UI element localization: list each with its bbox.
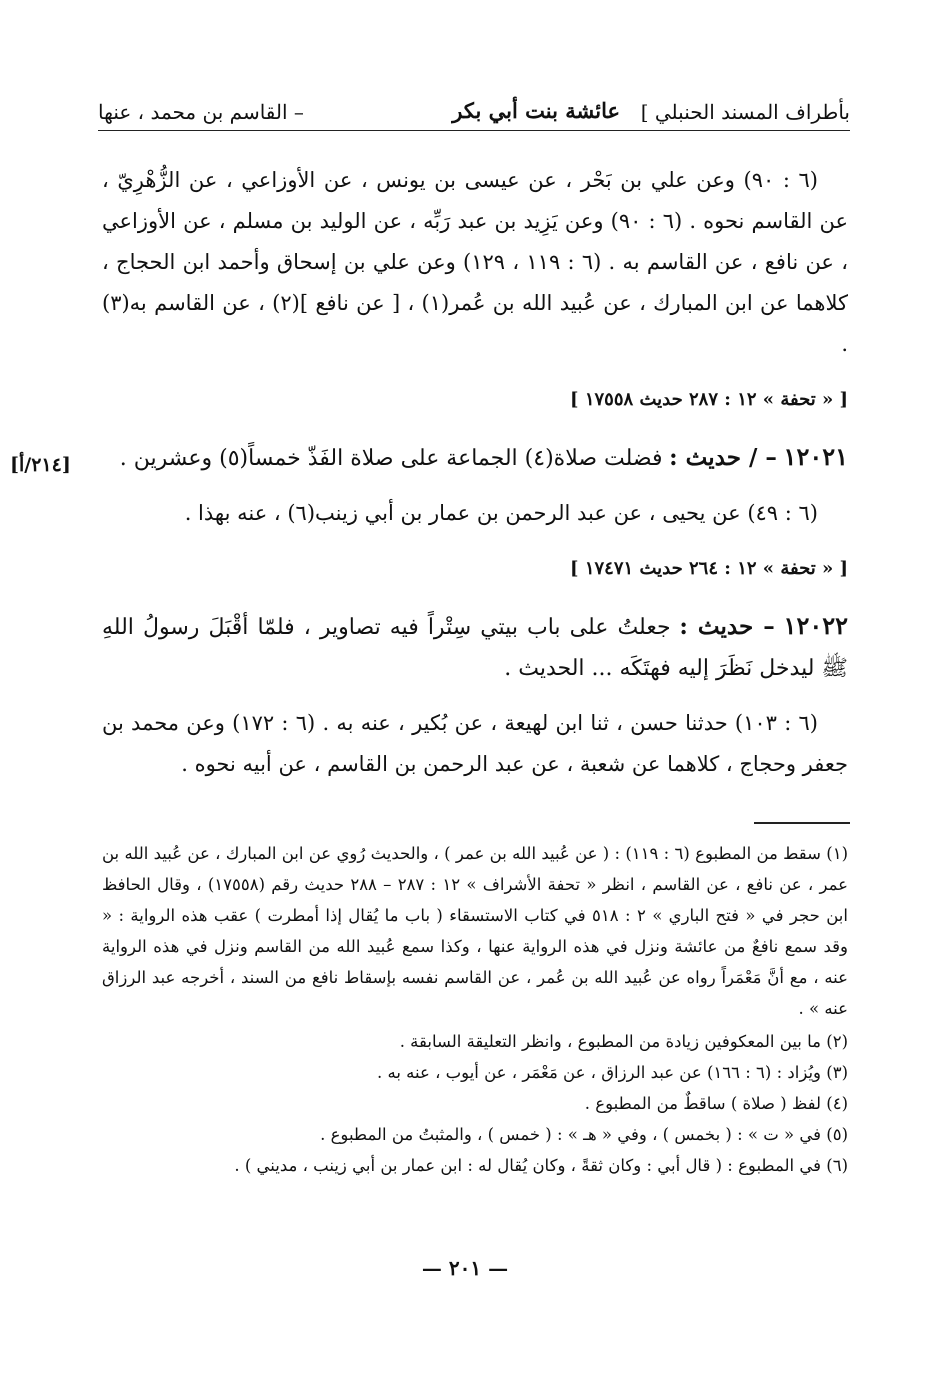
footnotes bbox=[102, 838, 848, 1181]
header-subsection-title: – القاسم بن محمد ، عنها bbox=[98, 100, 304, 124]
hadith-12022 bbox=[102, 605, 848, 689]
manuscript-folio-note: [٢١٤/أ] bbox=[10, 454, 71, 476]
header-section-title: عائشة بنت أبي بكر bbox=[452, 98, 620, 123]
isnad-paragraph-2: (٦ : ٤٩) عن يحيى ، عن عبد الرحمن بن عمار بن أبي زينب(٦) ، عنه بهذا . bbox=[184, 501, 818, 525]
footnote-3: (٣) ويُزاد : (٦ : ١٦٦) عن عبد الرزاق ، عن مَعْمَر ، عن أيوب ، عنه به . bbox=[376, 1063, 848, 1082]
hadith-label: – / حديث : bbox=[669, 444, 777, 471]
tuhfa-reference-1: [ « تحفة » ١٢ : ٢٨٧ حديث ١٧٥٥٨ ] bbox=[570, 389, 848, 410]
page-number: — ٢٠١ — bbox=[421, 1256, 509, 1280]
footnote-5: (٥) في « ت » : ( بخمس ) ، وفي « هـ » : ( خمس ) ، والمثبتُ من المطبوع . bbox=[320, 1125, 848, 1144]
footnote-4: (٤) لفظ ( صلاة ) ساقطٌ من المطبوع . bbox=[584, 1094, 848, 1113]
isnad-paragraph-3: (٦ : ١٠٣) حدثنا حسن ، ثنا ابن لهيعة ، عن بُكير ، عنه به . (٦ : ١٧٢) وعن محمد بن جعفر وحجاج ، كلاهما عن شعبة ، عن عبد الرحمن بن القاسم ، عن أبيه نحوه . bbox=[102, 711, 848, 776]
tuhfa-reference-2: [ « تحفة » ١٢ : ٢٦٤ حديث ١٧٤٧١ ] bbox=[570, 558, 848, 579]
hadith-text: فضلت صلاة(٤) الجماعة على صلاة الفَذّ خمساً(٥) وعشرين . bbox=[119, 446, 663, 471]
footnote-separator bbox=[754, 822, 850, 824]
isnad-paragraph-1: (٦ : ٩٠) وعن علي بن بَحْر ، عن عيسى بن يونس ، عن الأوزاعي ، عن الزُّهْرِيّ ، عن القاسم نحوه . (٦ : ٩٠) وعن يَزِيد بن عبد رَبِّه ، عن الوليد بن مسلم ، عن الأوزاعي ، عن نافع ، عن القاسم به . (٦ : ١١٩ ، ١٢٩) وعن علي بن إسحاق وأحمد ابن الحجاج ، كلاهما عن ابن المبارك ، عن عُبيد الله بن عُمر(١) ، [ عن نافع ](٢) ، عن القاسم به(٣) . bbox=[102, 168, 848, 356]
hadith-number: ١٢٠٢٢ bbox=[783, 611, 848, 640]
hadith-12021 bbox=[102, 436, 848, 479]
header-book-title: بأطراف المسند الحنبلي ] bbox=[640, 100, 850, 124]
footnote-6: (٦) في المطبوع : ( قال أبي : وكان ثقةً ، وكان يُقال له : ابن عمار بن أبي زينب ، مديني ) . bbox=[234, 1156, 848, 1175]
main-text bbox=[102, 160, 848, 799]
hadith-text: جعلتُ على باب بيتي سِتْراً فيه تصاوير ، فلمّا أقْبَلَ رسولُ اللهِ ﷺ ليدخل نَظَرَ إليه فهتَكَه ... الحديث . bbox=[102, 615, 848, 681]
hadith-number: ١٢٠٢١ bbox=[783, 442, 848, 471]
footnote-1: (١) سقط من المطبوع (٦ : ١١٩) : ( عن عُبيد الله بن عمر ) ، والحديث رُوي عن ابن المبارك ، عن عُبيد الله بن عمر ، عن نافع ، عن القاسم ، انظر « تحفة الأشراف » ١٢ : ٢٨٧ – ٢٨٨ حديث رقم (١٧٥٥٨) ، وقال الحافظ ابن حجر في « فتح الباري » ٢ : ٥١٨ في كتاب الاستسقاء ( باب ما يُقال إذا أمطرت ) عقب هذه الرواية : « وقد سمع نافعٌ من عائشة ونزل في هذه الرواية عنها ، وكذا سمع عُبيد الله من القاسم ونزل في هذه الرواية عنه ، مع أنَّ مَعْمَراً رواه عن عُبيد الله بن عُمر ، عن القاسم نفسه بإسقاط نافع من السند ، أخرجه عبد الرزاق عنه » . bbox=[102, 844, 848, 1018]
running-header bbox=[98, 96, 850, 131]
footnote-2: (٢) ما بين المعكوفين زيادة من المطبوع ، وانظر التعليقة السابقة . bbox=[399, 1032, 848, 1051]
hadith-label: – حديث : bbox=[679, 613, 775, 640]
